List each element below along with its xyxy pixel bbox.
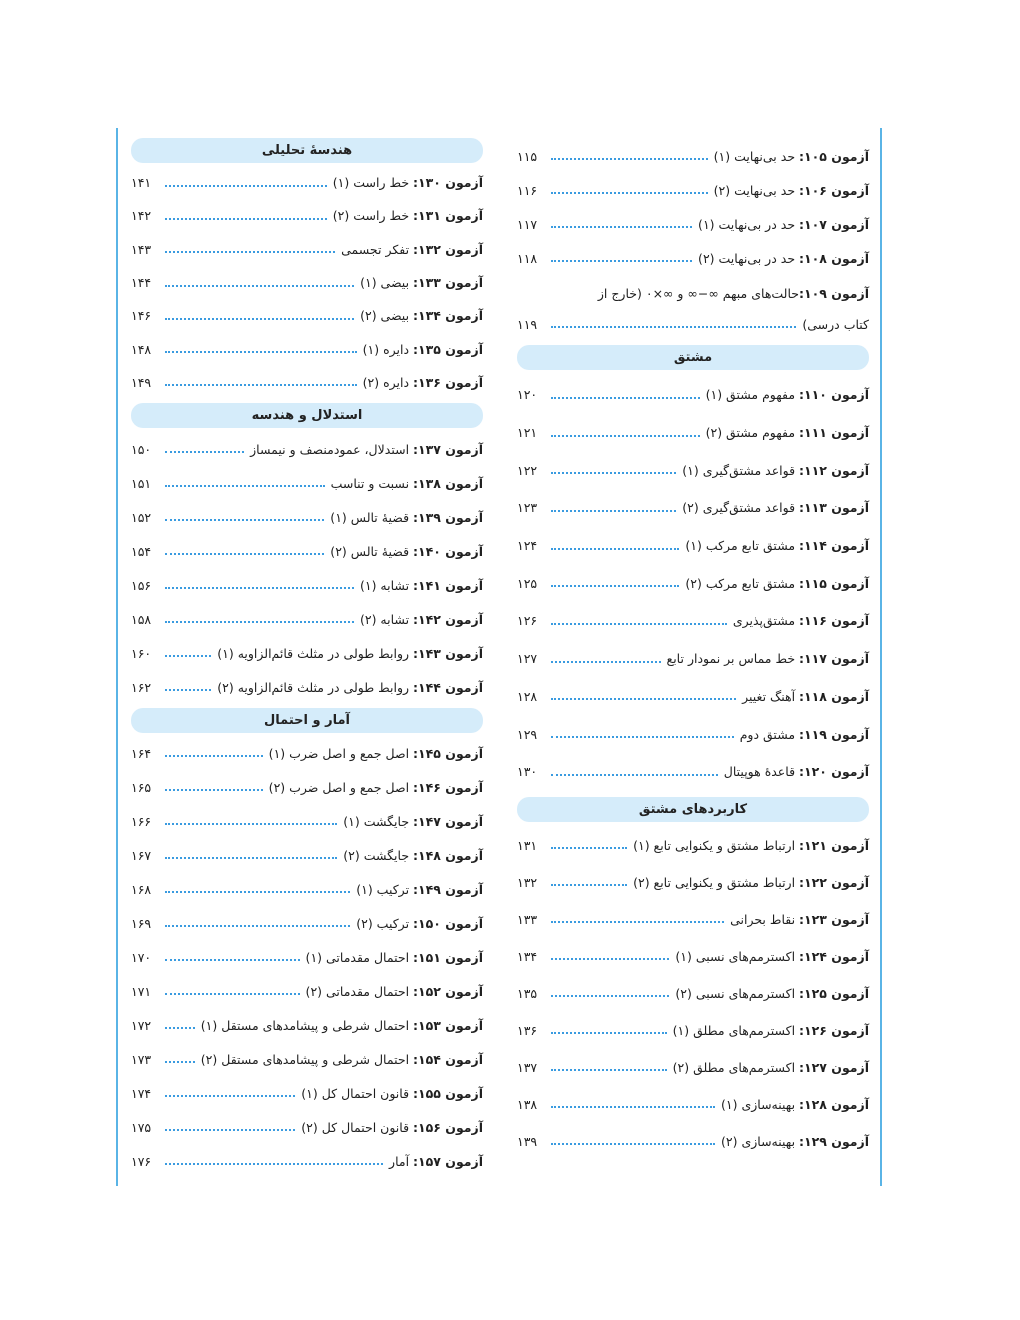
leader-dots xyxy=(165,1095,295,1097)
entry-label: آزمون ۱۳۷: xyxy=(413,441,483,457)
entry-page: ۱۲۴ xyxy=(517,538,538,554)
entry-label: آزمون ۱۲۳: xyxy=(799,911,869,927)
toc-entry[interactable] xyxy=(131,332,483,365)
entry-page: ۱۷۳ xyxy=(131,1051,152,1067)
toc-entry[interactable] xyxy=(131,670,483,704)
leader-dots xyxy=(165,1129,295,1131)
entry-title: خط راست (۱) xyxy=(332,175,414,191)
leader-dots xyxy=(165,655,211,657)
toc-entry[interactable] xyxy=(131,636,483,670)
leader-dots xyxy=(165,553,324,555)
entry-page: ۱۲۸ xyxy=(517,688,538,704)
entry-title: تشابه (۱) xyxy=(359,577,414,593)
entry-label: آزمون ۱۱۶: xyxy=(799,613,869,629)
entry-title: احتمال مقدماتی (۲) xyxy=(305,983,414,999)
entry-title: حد در بی‌نهایت (۱) xyxy=(698,216,800,232)
entry-page: ۱۳۲ xyxy=(517,874,538,890)
toc-entry[interactable] xyxy=(131,466,483,500)
entry-title-line1: حالت‌های مبهم ∞−∞ و ∞×۰ (خارج از xyxy=(597,285,800,301)
entry-label: آزمون ۱۴۴: xyxy=(413,679,483,695)
toc-entry[interactable] xyxy=(517,938,869,975)
entry-label: آزمون ۱۴۸: xyxy=(413,847,483,863)
leader-dots xyxy=(165,485,325,487)
leader-dots xyxy=(551,397,700,399)
section-heading-analytic-geometry: هندسهٔ تحلیلی xyxy=(131,138,483,163)
leader-dots xyxy=(165,185,327,187)
leader-dots xyxy=(551,510,676,512)
entry-page: ۱۱۷ xyxy=(517,216,538,232)
entry-label: آزمون ۱۰۹: xyxy=(799,285,869,301)
entry-title: قواعد مشتق‌گیری (۲) xyxy=(682,500,800,516)
entry-label: آزمون ۱۴۵: xyxy=(413,745,483,761)
entry-label: آزمون ۱۳۵: xyxy=(413,341,483,357)
toc-entry[interactable] xyxy=(131,166,483,199)
leader-dots xyxy=(165,451,244,453)
entry-label: آزمون ۱۱۹: xyxy=(799,726,869,742)
entry-label: آزمون ۱۵۵: xyxy=(413,1085,483,1101)
entry-title: احتمال شرطی و پیشامدهای مستقل (۲) xyxy=(200,1051,414,1067)
entry-title: تشابه (۲) xyxy=(359,611,414,627)
toc-entry[interactable] xyxy=(517,527,869,565)
leader-dots xyxy=(165,351,357,353)
entry-label: آزمون ۱۳۴: xyxy=(413,308,483,324)
entry-page: ۱۵۸ xyxy=(131,611,152,627)
entry-title: احتمال مقدماتی (۱) xyxy=(305,949,414,965)
toc-entry[interactable] xyxy=(517,414,869,452)
toc-entry[interactable] xyxy=(131,838,483,872)
entry-title: اصل جمع و اصل ضرب (۲) xyxy=(268,779,414,795)
leader-dots xyxy=(551,661,661,663)
toc-entry[interactable] xyxy=(131,500,483,534)
entry-title: استدلال، عمودمنصف و نیمساز xyxy=(250,441,414,457)
section-heading-reasoning-geometry: استدلال و هندسه xyxy=(131,403,483,428)
entry-label: آزمون ۱۲۲: xyxy=(799,874,869,890)
leader-dots xyxy=(551,847,627,849)
leader-dots xyxy=(165,925,350,927)
leader-dots xyxy=(551,623,727,625)
entry-label: آزمون ۱۲۸: xyxy=(799,1096,869,1112)
toc-entry[interactable] xyxy=(517,173,869,207)
entry-page: ۱۴۱ xyxy=(131,175,152,191)
leader-dots xyxy=(165,1027,195,1029)
entry-page: ۱۲۲ xyxy=(517,462,538,478)
entry-label: آزمون ۱۱۰: xyxy=(799,387,869,403)
entry-page: ۱۶۹ xyxy=(131,915,152,931)
entry-title: مشتق‌پذیری xyxy=(732,613,800,629)
entry-label: آزمون ۱۵۳: xyxy=(413,1017,483,1033)
entry-title-line2: کتاب درسی) xyxy=(802,316,869,332)
leader-dots xyxy=(551,995,669,997)
toc-entry[interactable] xyxy=(517,1086,869,1123)
entry-label: آزمون ۱۴۰: xyxy=(413,543,483,559)
leader-dots xyxy=(165,621,354,623)
section-heading-derivative-applications: کاربردهای مشتق xyxy=(517,797,869,822)
entry-page: ۱۶۸ xyxy=(131,881,152,897)
entry-page: ۱۷۱ xyxy=(131,983,152,999)
entry-title: خط راست (۲) xyxy=(332,208,414,224)
toc-entry[interactable] xyxy=(131,534,483,568)
entry-label: آزمون ۱۲۱: xyxy=(799,837,869,853)
leader-dots xyxy=(165,823,337,825)
toc-entry[interactable] xyxy=(517,451,869,489)
entry-label: آزمون ۱۳۶: xyxy=(413,374,483,390)
leader-dots xyxy=(551,158,708,160)
entry-label: آزمون ۱۰۷: xyxy=(799,216,869,232)
entry-title: روابط طولی در مثلث قائم‌الزاویه (۱) xyxy=(217,645,414,661)
left-section3-list xyxy=(131,736,483,1178)
entry-label: آزمون ۱۵۲: xyxy=(413,983,483,999)
entry-page: ۱۳۴ xyxy=(517,948,538,964)
entry-page: ۱۲۰ xyxy=(517,387,538,403)
entry-title: جایگشت (۲) xyxy=(343,847,414,863)
entry-label: آزمون ۱۵۴: xyxy=(413,1051,483,1067)
toc-entry[interactable] xyxy=(517,564,869,602)
toc-entry[interactable] xyxy=(517,241,869,275)
entry-title: بهینه‌سازی (۱) xyxy=(721,1096,800,1112)
entry-page: ۱۳۶ xyxy=(517,1022,538,1038)
leader-dots xyxy=(551,774,718,776)
toc-entry[interactable] xyxy=(131,266,483,299)
entry-title: روابط طولی در مثلث قائم‌الزاویه (۲) xyxy=(217,679,414,695)
entry-page: ۱۵۲ xyxy=(131,509,152,525)
entry-title: احتمال شرطی و پیشامدهای مستقل (۱) xyxy=(200,1017,414,1033)
entry-page: ۱۴۶ xyxy=(131,308,152,324)
entry-page: ۱۴۴ xyxy=(131,275,152,291)
left-section2-list xyxy=(131,432,483,704)
toc-entry[interactable] xyxy=(517,827,869,864)
leader-dots xyxy=(551,585,679,587)
leader-dots xyxy=(165,755,263,757)
leader-dots xyxy=(551,736,734,738)
entry-label: آزمون ۱۳۰: xyxy=(413,175,483,191)
entry-title: ترکیب (۲) xyxy=(356,915,414,931)
entry-page: ۱۲۶ xyxy=(517,613,538,629)
entry-label: آزمون ۱۵۶: xyxy=(413,1119,483,1135)
toc-entry[interactable] xyxy=(131,1076,483,1110)
toc-entry[interactable] xyxy=(131,906,483,940)
entry-title: اکسترمم‌های مطلق (۲) xyxy=(672,1059,800,1075)
toc-entry[interactable] xyxy=(517,1049,869,1086)
entry-label: آزمون ۱۵۰: xyxy=(413,915,483,931)
entry-title: تفکر تجسمی xyxy=(341,241,414,257)
toc-entry[interactable] xyxy=(517,1123,869,1160)
entry-title: خط مماس بر نمودار تابع xyxy=(666,651,800,667)
leader-dots xyxy=(165,1163,383,1165)
leader-dots xyxy=(165,519,324,521)
toc-entry[interactable] xyxy=(131,770,483,804)
entry-title: اصل جمع و اصل ضرب (۱) xyxy=(268,745,414,761)
entry-page: ۱۴۸ xyxy=(131,341,152,357)
entry-title: مشتق تابع مرکب (۲) xyxy=(685,575,800,591)
leader-dots xyxy=(165,318,354,320)
right-border-line xyxy=(880,128,882,1186)
toc-entry[interactable] xyxy=(131,366,483,399)
entry-page: ۱۶۷ xyxy=(131,847,152,863)
entry-page: ۱۵۴ xyxy=(131,543,152,559)
leader-dots xyxy=(551,1032,667,1034)
toc-entry[interactable] xyxy=(517,602,869,640)
leader-dots xyxy=(551,548,679,550)
entry-label: آزمون ۱۲۷: xyxy=(799,1059,869,1075)
entry-page: ۱۳۸ xyxy=(517,1096,538,1112)
entry-title: ارتباط مشتق و یکنوایی تابع (۲) xyxy=(633,874,800,890)
leader-dots xyxy=(551,921,724,923)
entry-label: آزمون ۱۰۶: xyxy=(799,182,869,198)
toc-entry[interactable] xyxy=(131,1008,483,1042)
entry-page: ۱۲۹ xyxy=(517,726,538,742)
section-heading-derivative: مشتق xyxy=(517,345,869,370)
entry-title: اکسترمم‌های نسبی (۱) xyxy=(675,948,800,964)
entry-page: ۱۲۷ xyxy=(517,651,538,667)
toc-entry[interactable] xyxy=(517,489,869,527)
leader-dots xyxy=(165,959,300,961)
leader-dots xyxy=(165,891,350,893)
entry-label: آزمون ۱۴۹: xyxy=(413,881,483,897)
entry-label: آزمون ۱۳۳: xyxy=(413,275,483,291)
entry-title: جایگشت (۱) xyxy=(343,813,414,829)
entry-label: آزمون ۱۴۷: xyxy=(413,813,483,829)
entry-label: آزمون ۱۱۵: xyxy=(799,575,869,591)
entry-title: بیضی (۱) xyxy=(360,275,414,291)
toc-entry[interactable] xyxy=(131,602,483,636)
entry-page: ۱۳۵ xyxy=(517,985,538,1001)
entry-label: آزمون ۱۱۷: xyxy=(799,651,869,667)
entry-page: ۱۵۶ xyxy=(131,577,152,593)
entry-title: ارتباط مشتق و یکنوایی تابع (۱) xyxy=(633,837,800,853)
entry-title: بیضی (۲) xyxy=(360,308,414,324)
entry-page: ۱۷۶ xyxy=(131,1153,152,1169)
entry-page: ۱۶۲ xyxy=(131,679,152,695)
entry-title: قانون احتمال کل (۱) xyxy=(301,1085,414,1101)
entry-page: ۱۱۵ xyxy=(517,148,538,164)
toc-entry[interactable] xyxy=(517,715,869,753)
leader-dots xyxy=(551,884,627,886)
toc-entry[interactable] xyxy=(517,376,869,414)
leader-dots xyxy=(165,587,354,589)
entry-title: مفهوم مشتق (۲) xyxy=(705,425,800,441)
entry-page: ۱۵۰ xyxy=(131,441,152,457)
entry-label: آزمون ۱۱۲: xyxy=(799,462,869,478)
entry-page: ۱۶۵ xyxy=(131,779,152,795)
entry-page: ۱۳۳ xyxy=(517,911,538,927)
entry-title: قانون احتمال کل (۲) xyxy=(301,1119,414,1135)
entry-page: ۱۴۹ xyxy=(131,374,152,390)
entry-title: حد بی‌نهایت (۱) xyxy=(713,148,800,164)
section2-list xyxy=(517,376,869,791)
toc-entry[interactable] xyxy=(131,432,483,466)
entry-page: ۱۷۲ xyxy=(131,1017,152,1033)
leader-dots xyxy=(551,435,700,437)
entry-title: اکسترمم‌های نسبی (۲) xyxy=(675,985,800,1001)
entry-page: ۱۳۱ xyxy=(517,837,538,853)
entry-label: آزمون ۱۲۵: xyxy=(799,985,869,1001)
section3-list xyxy=(517,827,869,1160)
entry-label: آزمون ۱۱۴: xyxy=(799,538,869,554)
leader-dots xyxy=(165,251,335,253)
entry-label: آزمون ۱۵۱: xyxy=(413,949,483,965)
leader-dots xyxy=(165,384,357,386)
entry-title: ترکیب (۱) xyxy=(356,881,414,897)
leader-dots xyxy=(551,698,736,700)
entry-page: ۱۱۹ xyxy=(517,316,538,332)
leader-dots xyxy=(165,1061,195,1063)
toc-entry[interactable] xyxy=(517,753,869,791)
entry-title: مفهوم مشتق (۱) xyxy=(705,387,800,403)
entry-title: حد در بی‌نهایت (۲) xyxy=(698,250,800,266)
entry-label: آزمون ۱۴۱: xyxy=(413,577,483,593)
entry-page: ۱۳۰ xyxy=(517,764,538,780)
toc-entry[interactable] xyxy=(131,568,483,602)
entry-title: اکسترمم‌های مطلق (۱) xyxy=(672,1022,800,1038)
leader-dots xyxy=(551,1106,715,1108)
entry-page: ۱۷۴ xyxy=(131,1085,152,1101)
leader-dots xyxy=(165,285,354,287)
left-section1-list xyxy=(131,166,483,399)
entry-label: آزمون ۱۴۲: xyxy=(413,611,483,627)
leader-dots xyxy=(165,993,300,995)
entry-page: ۱۳۹ xyxy=(517,1133,538,1149)
toc-entry[interactable] xyxy=(131,872,483,906)
toc-entry[interactable] xyxy=(131,1144,483,1178)
entry-title: آمار xyxy=(389,1153,414,1169)
toc-entry[interactable] xyxy=(517,1012,869,1049)
toc-entry[interactable] xyxy=(517,139,869,173)
entry-title: قضیهٔ تالس (۱) xyxy=(330,509,414,525)
group1-list xyxy=(517,139,869,275)
entry-title: مشتق تابع مرکب (۱) xyxy=(685,538,800,554)
entry-page: ۱۱۶ xyxy=(517,182,538,198)
entry-page: ۱۵۱ xyxy=(131,475,152,491)
toc-entry[interactable] xyxy=(131,199,483,232)
leader-dots xyxy=(551,1069,667,1071)
entry-page: ۱۴۲ xyxy=(131,208,152,224)
leader-dots xyxy=(165,689,211,691)
toc-entry[interactable] xyxy=(517,640,869,678)
entry-page: ۱۷۰ xyxy=(131,949,152,965)
entry-label: آزمون ۱۴۶: xyxy=(413,779,483,795)
entry-label: آزمون ۱۴۳: xyxy=(413,645,483,661)
entry-label: آزمون ۱۵۷: xyxy=(413,1153,483,1169)
entry-page: ۱۴۳ xyxy=(131,241,152,257)
entry-label: آزمون ۱۳۲: xyxy=(413,241,483,257)
entry-page: ۱۶۰ xyxy=(131,645,152,661)
entry-page: ۱۷۵ xyxy=(131,1119,152,1135)
toc-entry[interactable] xyxy=(131,804,483,838)
toc-entry[interactable] xyxy=(131,299,483,332)
entry-title: بهینه‌سازی (۲) xyxy=(721,1133,800,1149)
entry-title: قضیهٔ تالس (۲) xyxy=(330,543,414,559)
entry-label: آزمون ۱۱۸: xyxy=(799,688,869,704)
leader-dots xyxy=(165,857,337,859)
entry-label: آزمون ۱۲۶: xyxy=(799,1022,869,1038)
entry-label: آزمون ۱۳۹: xyxy=(413,509,483,525)
leader-dots xyxy=(551,192,708,194)
leader-dots xyxy=(551,958,669,960)
leader-dots xyxy=(551,326,796,328)
entry-page: ۱۲۵ xyxy=(517,575,538,591)
entry-page: ۱۶۴ xyxy=(131,745,152,761)
toc-entry[interactable] xyxy=(517,901,869,938)
leader-dots xyxy=(551,226,692,228)
section-heading-statistics-probability: آمار و احتمال xyxy=(131,708,483,733)
entry-page: ۱۱۸ xyxy=(517,250,538,266)
entry-title: قاعدهٔ هوپیتال xyxy=(723,764,800,780)
entry-page: ۱۲۳ xyxy=(517,500,538,516)
entry-title: نسبت و تناسب xyxy=(330,475,414,491)
entry-label: آزمون ۱۲۹: xyxy=(799,1133,869,1149)
toc-entry-wrapped[interactable] xyxy=(517,277,869,339)
left-border-line xyxy=(116,128,118,1186)
toc-right-column xyxy=(517,138,869,1160)
entry-title: قواعد مشتق‌گیری (۱) xyxy=(682,462,800,478)
toc-entry[interactable] xyxy=(131,736,483,770)
toc-entry[interactable] xyxy=(131,233,483,266)
entry-label: آزمون ۱۳۸: xyxy=(413,475,483,491)
entry-label: آزمون ۱۲۰: xyxy=(799,764,869,780)
entry-label: آزمون ۱۲۴: xyxy=(799,948,869,964)
entry-label: آزمون ۱۱۳: xyxy=(799,500,869,516)
toc-entry[interactable] xyxy=(517,975,869,1012)
toc-left-column xyxy=(131,138,483,1178)
entry-page: ۱۳۷ xyxy=(517,1059,538,1075)
entry-title: دایره (۲) xyxy=(362,374,414,390)
leader-dots xyxy=(165,218,327,220)
toc-entry[interactable] xyxy=(131,940,483,974)
entry-title: نقاط بحرانی xyxy=(730,911,800,927)
entry-title: دایره (۱) xyxy=(362,341,414,357)
toc-entry[interactable] xyxy=(517,864,869,901)
leader-dots xyxy=(551,260,692,262)
toc-entry[interactable] xyxy=(131,1042,483,1076)
leader-dots xyxy=(551,472,676,474)
entry-label: آزمون ۱۳۱: xyxy=(413,208,483,224)
entry-title: مشتق دوم xyxy=(739,726,800,742)
entry-label: آزمون ۱۱۱: xyxy=(799,425,869,441)
leader-dots xyxy=(551,1143,715,1145)
entry-label: آزمون ۱۰۸: xyxy=(799,250,869,266)
entry-title: حد بی‌نهایت (۲) xyxy=(713,182,800,198)
leader-dots xyxy=(165,789,263,791)
toc-entry[interactable] xyxy=(131,1110,483,1144)
toc-entry[interactable] xyxy=(517,678,869,716)
entry-label: آزمون ۱۰۵: xyxy=(799,148,869,164)
toc-entry[interactable] xyxy=(131,974,483,1008)
entry-title: آهنگ تغییر xyxy=(742,688,800,704)
entry-page: ۱۶۶ xyxy=(131,813,152,829)
entry-page: ۱۲۱ xyxy=(517,425,538,441)
toc-entry[interactable] xyxy=(517,207,869,241)
